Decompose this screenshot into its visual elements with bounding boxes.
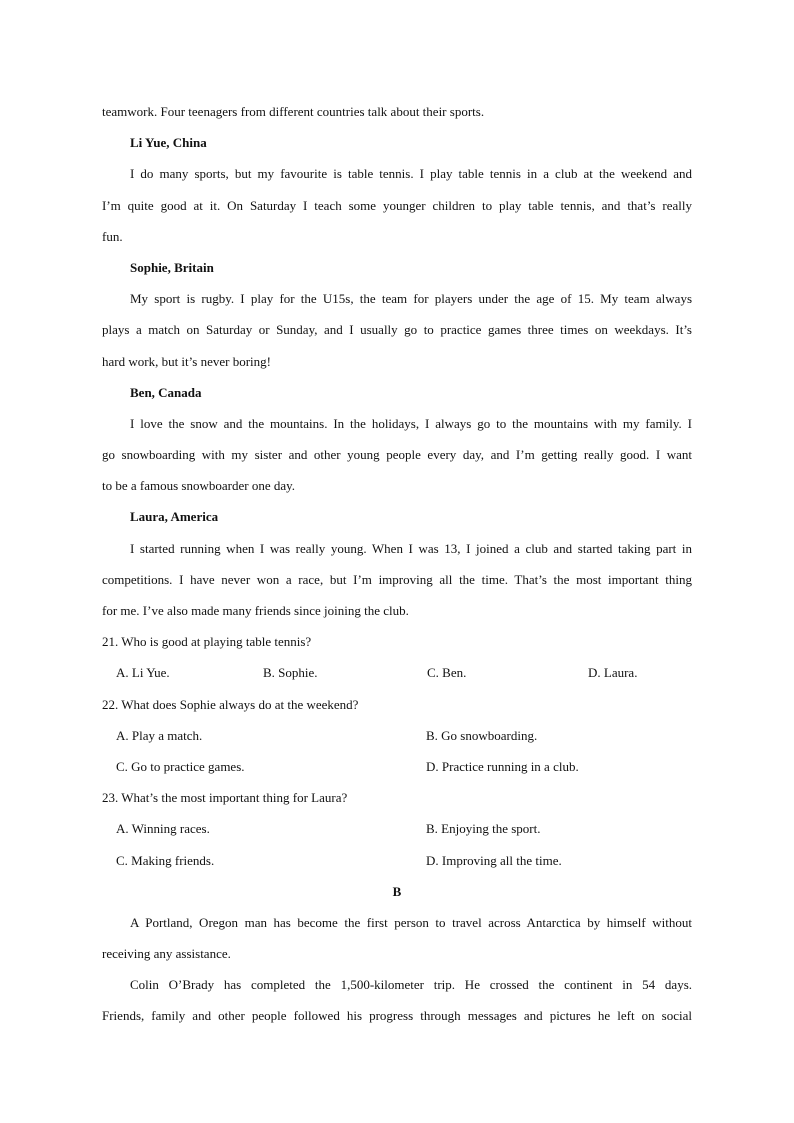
option-c: C. Making friends. [116,852,215,868]
person-heading: Ben, Canada [130,384,202,400]
paragraph-line: I’m quite good at it. On Saturday I teach some younger children to play table tennis, and that’s really [102,197,692,213]
paragraph-line: I love the snow and the mountains. In the holidays, I always go to the mountains with my family. I [130,415,692,431]
option-a: A. Play a match. [116,727,203,743]
paragraph-line: Colin O’Brady has completed the 1,500-kilometer trip. He crossed the continent in 54 days. [130,977,692,993]
option-a: A. Winning races. [116,821,210,837]
person-heading: Sophie, Britain [130,259,214,275]
section-heading: B [392,883,402,899]
option-c: C. Go to practice games. [116,758,245,774]
person-heading: Laura, America [130,509,219,525]
paragraph-line: I do many sports, but my favourite is table tennis. I play table tennis in a club at the weekend and [130,166,692,182]
option-c: C. Ben. [427,665,467,681]
intro-tail: teamwork. Four teenagers from different countries talk about their sports. [102,104,485,119]
question-options [102,817,692,848]
question-options [102,849,692,880]
paragraph-line: plays a match on Saturday or Sunday, and I usually go to practice games three times on weekdays. It’s [102,322,692,338]
paragraph-line: competitions. I have never won a race, but I’m improving all the time. That’s the most important thing [102,571,692,587]
paragraph-line: My sport is rugby. I play for the U15s, the team for players under the age of 15. My team always [130,291,692,307]
paragraph-line: for me. I’ve also made many friends since joining the club. [102,603,409,618]
option-a: A. Li Yue. [116,665,170,681]
option-d: D. Practice running in a club. [426,758,579,774]
document-page [102,100,692,1036]
question-options [102,755,692,786]
paragraph-line: hard work, but it’s never boring! [102,353,271,369]
person-heading: Li Yue, China [130,135,207,151]
option-d: D. Laura. [588,665,638,681]
paragraph-line: I started running when I was really young. When I was 13, I joined a club and started taking part in [130,540,692,556]
question-stem: 21. Who is good at playing table tennis? [102,634,312,650]
paragraph-line: fun. [102,228,123,244]
paragraph-line: receiving any assistance. [102,946,231,962]
question-stem: 23. What’s the most important thing for Laura? [102,790,348,806]
paragraph-line: go snowboarding with my sister and other young people every day, and I’m getting really good. I want [102,447,692,463]
option-b: B. Enjoying the sport. [426,821,541,837]
paragraph-line: to be a famous snowboarder one day. [102,478,296,494]
paragraph-line: A Portland, Oregon man has become the first person to travel across Antarctica by himself without [130,914,692,930]
question-options [102,724,692,755]
option-b: B. Sophie. [263,665,318,681]
option-d: D. Improving all the time. [426,852,562,868]
option-b: B. Go snowboarding. [426,727,538,743]
question-stem: 22. What does Sophie always do at the weekend? [102,696,359,712]
paragraph-line: Friends, family and other people followed his progress through messages and pictures he left on social [102,1008,692,1024]
question-options [102,661,692,692]
